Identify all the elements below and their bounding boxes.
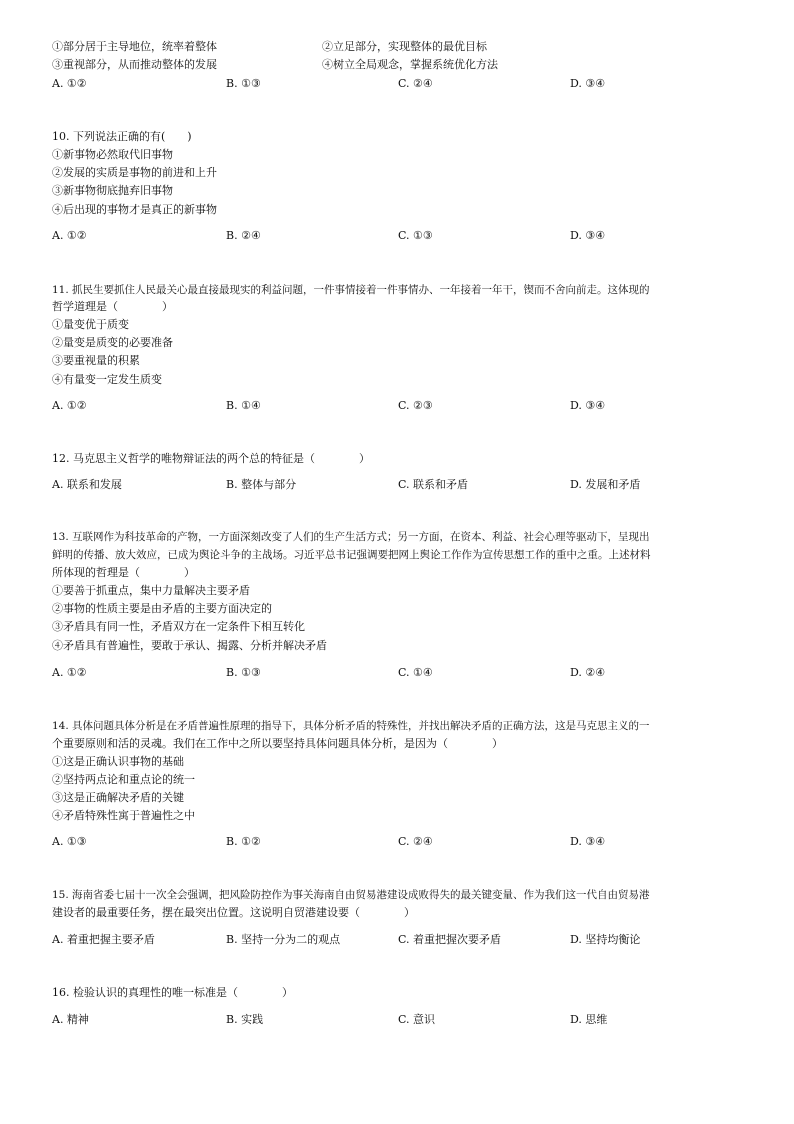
q15-option-c[interactable]: C. 着重把握次要矛盾 [398,933,502,946]
q16-option-a[interactable]: A. 精神 [52,1013,89,1026]
q14-title-line-2: 个重要原则和活的灵魂。我们在工作中之所以要坚持具体问题具体分析，是因为（ ） [52,737,503,750]
q9-option-a[interactable]: A. ①② [52,77,87,90]
q10-item-3: ③新事物彻底抛弃旧事物 [52,184,173,197]
q12-option-d[interactable]: D. 发展和矛盾 [570,478,641,491]
q11-item-2: ②量变是质变的必要准备 [52,336,173,349]
q14-option-a[interactable]: A. ①③ [52,835,87,848]
q10-option-d[interactable]: D. ③④ [570,229,606,242]
q9-item-4: ④树立全局观念，掌握系统优化方法 [322,58,498,71]
q12-option-b[interactable]: B. 整体与部分 [226,478,297,491]
q11-option-a[interactable]: A. ①② [52,399,87,412]
q11-option-c[interactable]: C. ②③ [398,399,433,412]
q13-title-line-1: 13. 互联网作为科技革命的产物，一方面深刻改变了人们的生产生活方式；另一方面，在资本、利益、社会心理等驱动下，呈现出 [52,531,650,543]
q11-item-4: ④有量变一定发生质变 [52,373,162,386]
q15-title-line-2: 建设者的最重要任务，摆在最突出位置。这说明自贸港建设要（ ） [52,906,415,919]
q13-item-2: ②事物的性质主要是由矛盾的主要方面决定的 [52,602,272,615]
q14-item-3: ③这是正确解决矛盾的关键 [52,791,184,804]
q10-item-1: ①新事物必然取代旧事物 [52,148,173,161]
q11-title-line-2: 哲学道理是（ ） [52,300,173,313]
q12-title: 12. 马克思主义哲学的唯物辩证法的两个总的特征是（ ） [52,452,370,465]
q13-title-line-2: 鲜明的传播、放大效应，已成为舆论斗争的主战场。习近平总书记强调要把网上舆论工作作为宣传思想工作的重中之重。上述材料 [52,549,651,561]
q14-option-d[interactable]: D. ③④ [570,835,606,848]
q13-item-1: ①要善于抓重点，集中力量解决主要矛盾 [52,584,250,597]
q9-item-2: ②立足部分，实现整体的最优目标 [322,40,487,53]
q11-option-d[interactable]: D. ③④ [570,399,606,412]
q9-item-3: ③重视部分，从而推动整体的发展 [52,58,217,71]
q13-option-c[interactable]: C. ①④ [398,666,433,679]
q15-title-line-1: 15. 海南省委七届十一次全会强调，把风险防控作为事关海南自由贸易港建设成败得失的最关键变量、作为我们这一代自由贸易港 [52,889,650,901]
q13-option-d[interactable]: D. ②④ [570,666,606,679]
q15-option-b[interactable]: B. 坚持一分为二的观点 [226,933,341,946]
q16-option-c[interactable]: C. 意识 [398,1013,436,1026]
q14-option-b[interactable]: B. ①② [226,835,261,848]
q9-option-c[interactable]: C. ②④ [398,77,433,90]
q11-item-3: ③要重视量的积累 [52,354,140,367]
q13-title-line-3: 所体现的哲理是（ ） [52,566,195,579]
q14-item-1: ①这是正确认识事物的基础 [52,755,184,768]
q16-title: 16. 检验认识的真理性的唯一标准是（ ） [52,986,293,999]
q15-option-a[interactable]: A. 着重把握主要矛盾 [52,933,155,946]
q9-item-1: ①部分居于主导地位，统率着整体 [52,40,217,53]
q14-item-4: ④矛盾特殊性寓于普遍性之中 [52,809,195,822]
q15-option-d[interactable]: D. 坚持均衡论 [570,933,641,946]
q12-option-c[interactable]: C. 联系和矛盾 [398,478,469,491]
q10-title: 10. 下列说法正确的有( ) [52,130,192,143]
q11-item-1: ①量变优于质变 [52,318,129,331]
q14-option-c[interactable]: C. ②④ [398,835,433,848]
q10-option-a[interactable]: A. ①② [52,229,87,242]
q10-option-b[interactable]: B. ②④ [226,229,261,242]
q14-title-line-1: 14. 具体问题具体分析是在矛盾普遍性原理的指导下，具体分析矛盾的特殊性，并找出解决矛盾的正确方法，这是马克思主义的一 [52,720,650,732]
q13-option-a[interactable]: A. ①② [52,666,87,679]
q13-item-4: ④矛盾具有普遍性，要敢于承认、揭露、分析并解决矛盾 [52,639,327,652]
q16-option-d[interactable]: D. 思维 [570,1013,608,1026]
q9-option-d[interactable]: D. ③④ [570,77,606,90]
q10-item-4: ④后出现的事物才是真正的新事物 [52,203,217,216]
q11-option-b[interactable]: B. ①④ [226,399,261,412]
q13-option-b[interactable]: B. ①③ [226,666,261,679]
q16-option-b[interactable]: B. 实践 [226,1013,264,1026]
q11-title-line-1: 11. 抓民生要抓住人民最关心最直接最现实的利益问题，一件事情接着一件事情办、一年接着一年干，锲而不舍向前走。这体现的 [52,284,650,296]
q9-option-b[interactable]: B. ①③ [226,77,261,90]
q13-item-3: ③矛盾具有同一性，矛盾双方在一定条件下相互转化 [52,620,305,633]
q14-item-2: ②坚持两点论和重点论的统一 [52,773,195,786]
q10-option-c[interactable]: C. ①③ [398,229,433,242]
q12-option-a[interactable]: A. 联系和发展 [52,478,122,491]
q10-item-2: ②发展的实质是事物的前进和上升 [52,166,217,179]
